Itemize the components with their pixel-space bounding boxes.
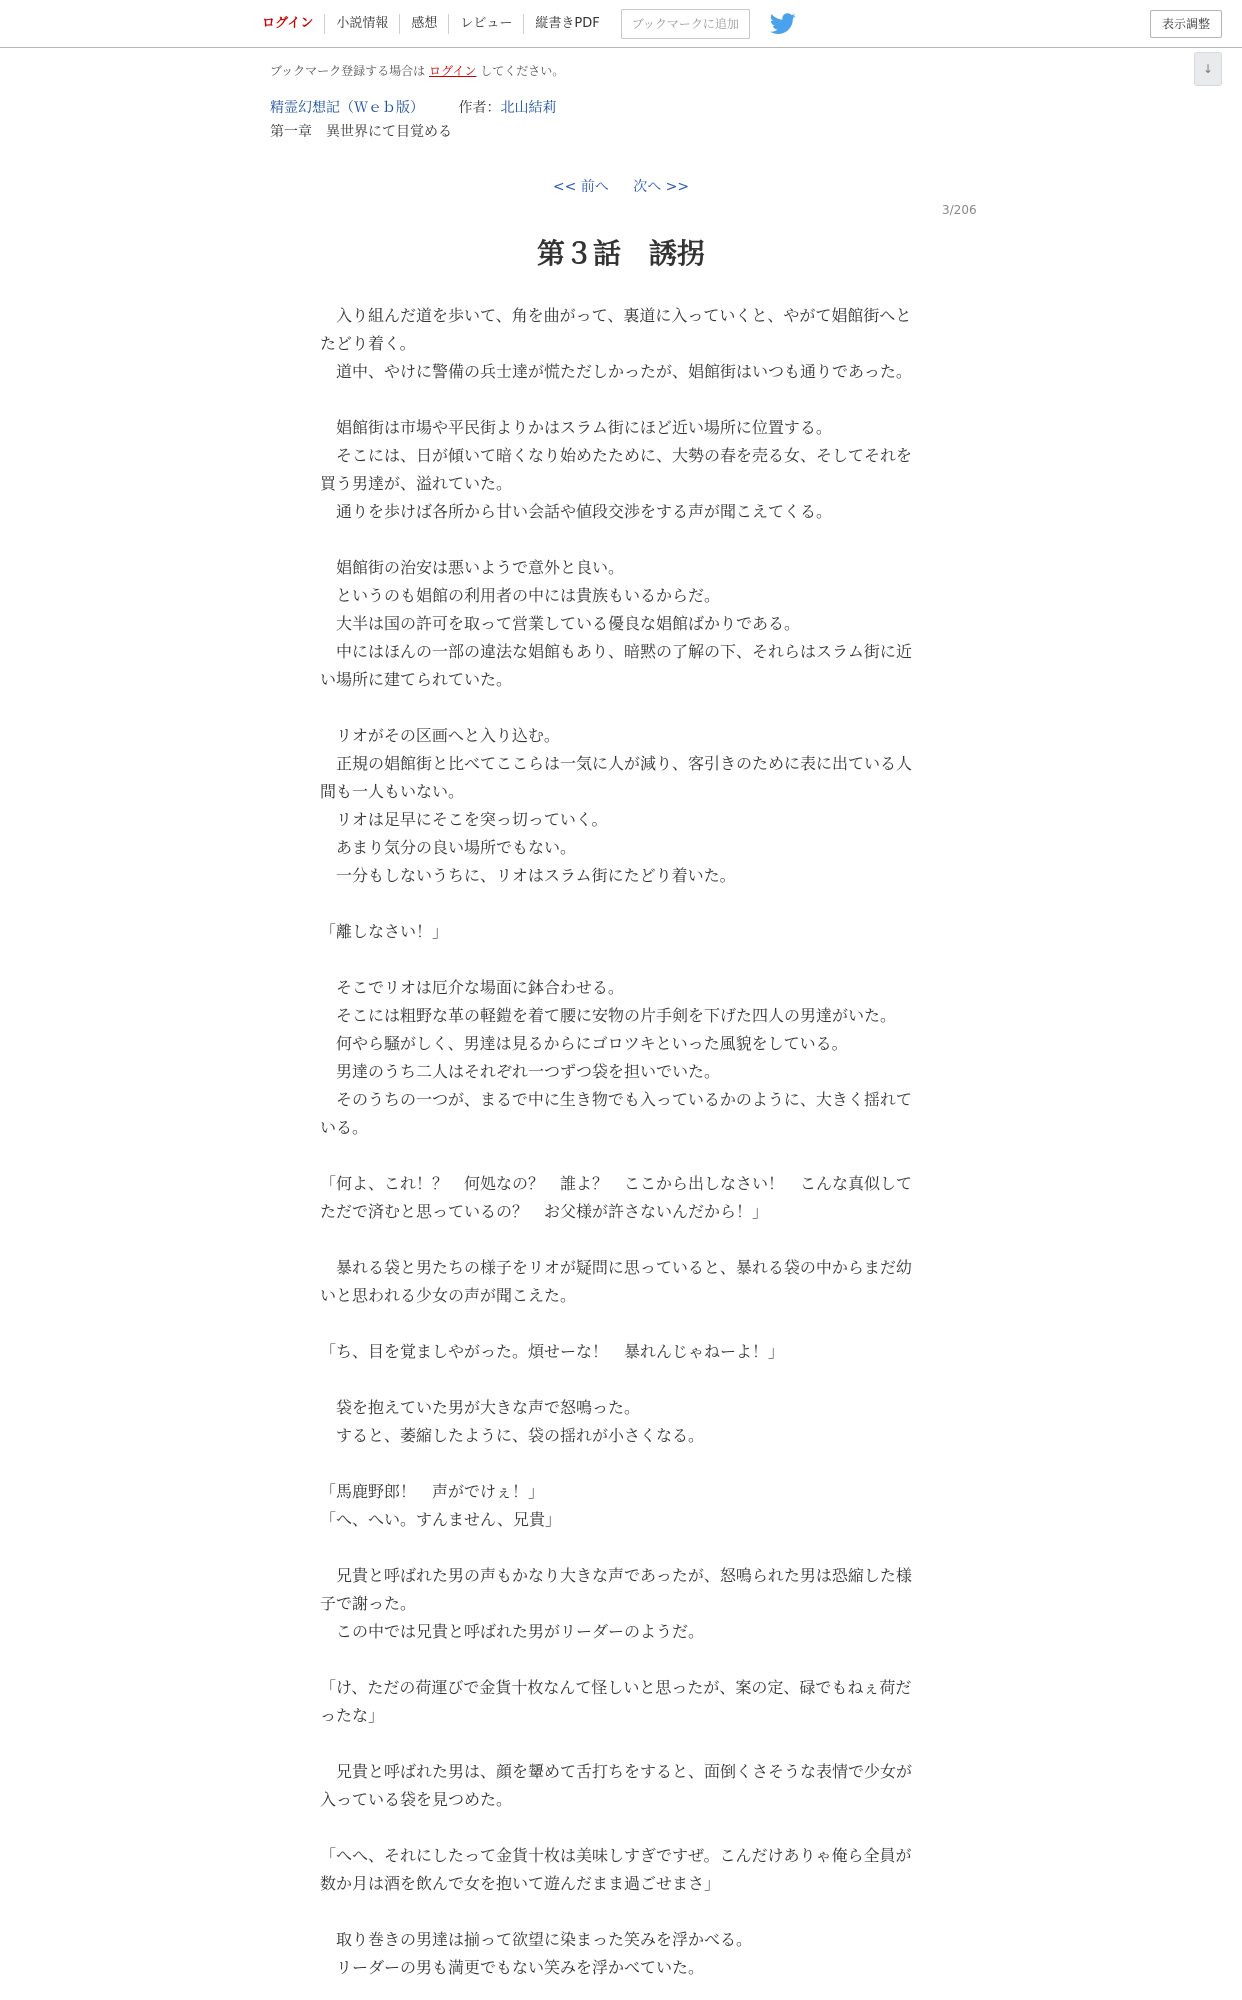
page-number: 3/206 xyxy=(942,203,977,217)
author-label: 作者： xyxy=(458,100,501,116)
pager xyxy=(0,176,1242,196)
nav-novel-info[interactable]: 小説情報 xyxy=(324,14,399,34)
nav-vertical-pdf[interactable]: 縦書きPDF xyxy=(523,14,610,34)
top-header xyxy=(0,0,1242,48)
scroll-down-button[interactable]: ↓ xyxy=(1194,52,1222,86)
twitter-bird-icon[interactable] xyxy=(770,13,796,35)
chapter-title: 第一章 異世界にて目覚める xyxy=(270,124,452,140)
novel-title-link[interactable]: 精霊幻想記（Ｗｅｂ版） xyxy=(270,100,424,116)
author-link[interactable]: 北山結莉 xyxy=(500,100,557,116)
novel-info-line xyxy=(270,97,556,117)
episode-title: 第３話 誘拐 xyxy=(536,237,705,270)
header-nav xyxy=(252,0,796,47)
display-adjust-button[interactable]: 表示調整 xyxy=(1150,10,1222,38)
prev-link[interactable]: << 前へ xyxy=(552,179,609,195)
notice-login-link[interactable]: ログイン xyxy=(429,64,477,78)
next-link[interactable]: 次へ >> xyxy=(633,179,690,195)
nav-login[interactable]: ログイン xyxy=(262,15,314,31)
nav-review[interactable]: レビュー xyxy=(448,14,523,34)
nav-impressions[interactable]: 感想 xyxy=(399,14,448,34)
novel-body-text: 入り組んだ道を歩いて、角を曲がって、裏道に入っていくと、やがて娼館街へとたどり着く。 道中、やけに警備の兵士達が慌ただしかったが、娼館街はいつも通りであった。 娼館街は市場や平民街よりかはスラム街にほど近い場所に位置する。 そこには、日が傾いて暗くなり始めたために、大勢の春を売る女、そしてそれを買う男達が、溢れていた。 通りを歩けば各所から甘い会話や値段交渉をする声が聞こえてくる。 娼館街の治安は悪いようで意外と良い。 というのも娼館の利用者の中には貴族もいるからだ。 大半は国の許可を取って営業している優良な娼館ばかりである。 中にはほんの一部の違法な娼館もあり、暗黙の了解の下、それらはスラム街に近い場所に建てられていた。 リオがその区画へと入り込む。 正規の娼館街と比べてここらは一気に人が減り、客引きのために表に出ている人間も一人もいない。 リオは足早にそこを突っ切っていく。 あまり気分の良い場所でもない。 一分もしないうちに、リオはスラム街にたどり着いた。 「離しなさい！」 そこでリオは厄介な場面に鉢合わせる。 そこには粗野な革の軽鎧を着て腰に安物の片手剣を下げた四人の男達がいた。 何やら騒がしく、男達は見るからにゴロツキといった風貌をしている。 男達のうち二人はそれぞれ一つずつ袋を担いでいた。 そのうちの一つが、まるで中に生き物でも入っているかのように、大きく揺れている。 「何よ、これ！？ 何処なの？ 誰よ？ ここから出しなさい！ こんな真似してただで済むと思っているの？ お父様が許さないんだから！」 暴れる袋と男たちの様子をリオが疑問に思っていると、暴れる袋の中からまだ幼いと思われる少女の声が聞こえた。 「ち、目を覚ましやがった。煩せーな！ 暴れんじゃねーよ！」 袋を抱えていた男が大きな声で怒鳴った。 すると、萎縮したように、袋の揺れが小さくなる。 「馬鹿野郎！ 声がでけぇ！」 「へ、へい。すんません、兄貴」 兄貴と呼ばれた男の声もかなり大きな声であったが、怒鳴られた男は恐縮した様子で謝った。 この中では兄貴と呼ばれた男がリーダーのようだ。 「け、ただの荷運びで金貨十枚なんて怪しいと思ったが、案の定、碌でもねぇ荷だったな」 兄貴と呼ばれた男は、顔を顰めて舌打ちをすると、面倒くさそうな表情で少女が入っている袋を見つめた。 「へへ、それにしたって金貨十枚は美味しすぎですぜ。こんだけありゃ俺ら全員が数か月は酒を飲んで女を抱いて遊んだまま過ごせまさ」 取り巻きの男達は揃って欲望に染まった笑みを浮かべる。 リーダーの男も満更でもない笑みを浮かべていた。 xyxy=(320,306,913,1977)
notice-prefix: ブックマーク登録する場合は xyxy=(270,64,426,78)
bookmark-login-notice xyxy=(270,62,564,79)
notice-suffix: してください。 xyxy=(480,64,565,78)
add-bookmark-button[interactable]: ブックマークに追加 xyxy=(621,9,750,39)
